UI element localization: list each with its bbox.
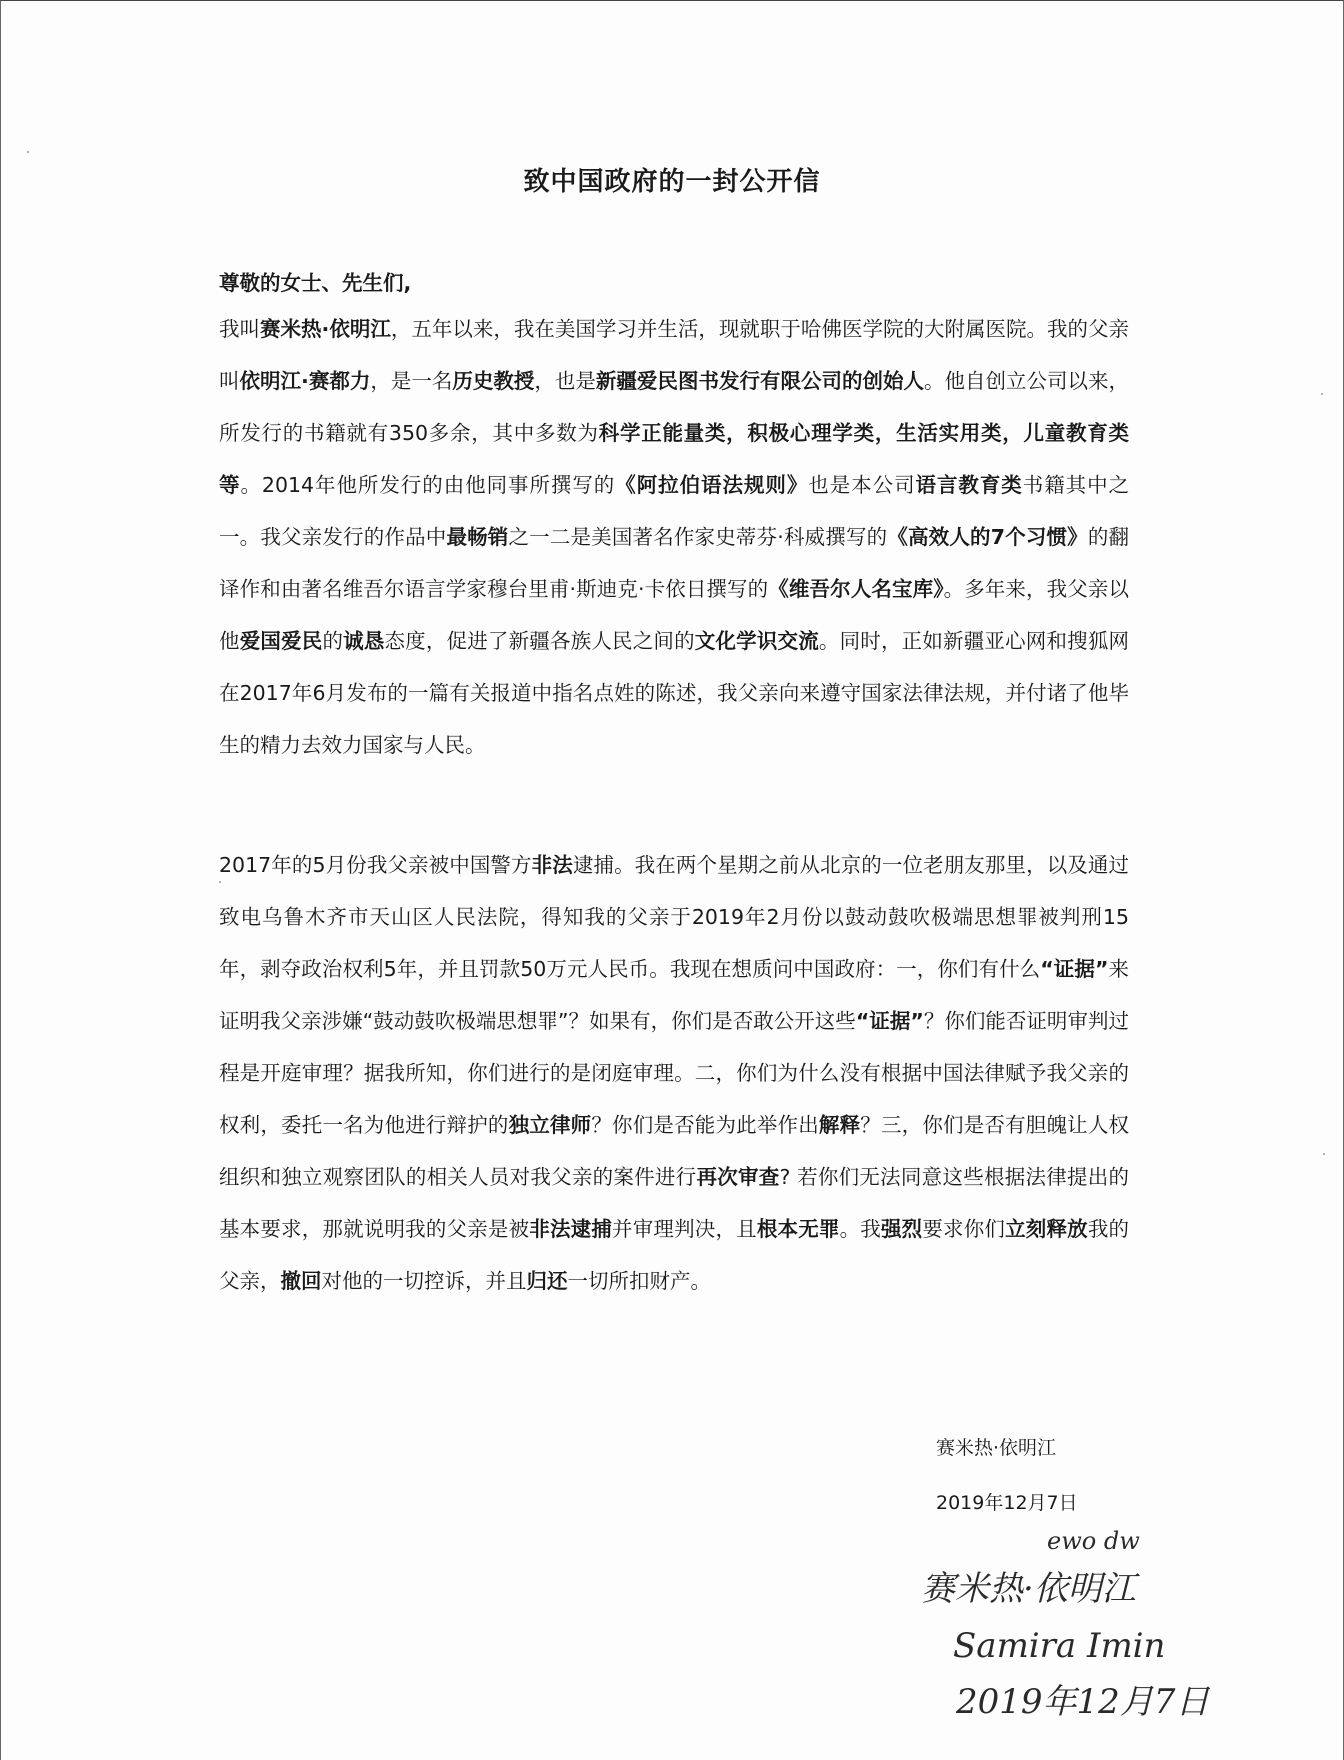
body-text-run: 一切所扣财产。	[567, 1269, 711, 1293]
body-text-run: ? 若你们无法同意这些根据法律提出的基本要求，那就说明我的父亲是被	[219, 1165, 1130, 1241]
emphasis-text: 立刻释放	[1005, 1217, 1088, 1241]
scan-speck	[1323, 1153, 1325, 1155]
scan-speck	[1321, 393, 1323, 395]
emphasis-text: 强烈	[880, 1217, 923, 1241]
body-text-run: 的翻译作和由著名维吾尔语言学家穆台里甫·斯迪克·卡依日撰写的	[219, 525, 1130, 601]
letter-title: 致中国政府的一封公开信	[523, 167, 821, 197]
body-text-run: 。多年来，我父亲以他	[219, 577, 1130, 653]
body-text-run: ，也是	[534, 369, 596, 393]
emphasis-text: “证据”	[1040, 957, 1109, 981]
scan-speck	[27, 151, 29, 153]
emphasis-text: 非法逮捕	[529, 1217, 613, 1241]
emphasis-text: 独立律师	[508, 1113, 592, 1137]
emphasis-text: 解释	[818, 1113, 861, 1137]
signoff-name: 赛米热·依明江	[936, 1437, 1057, 1459]
body-text-run: 。我	[839, 1217, 881, 1241]
handwritten-scribble: ewo dw	[1047, 1527, 1140, 1555]
emphasis-text: 爱国爱民	[239, 629, 323, 653]
emphasis-text: 诚恳	[343, 629, 385, 653]
body-text-run: 我的父亲，	[219, 1217, 1130, 1293]
emphasis-text: 赛米热·依明江	[260, 317, 391, 341]
emphasis-text: 再次审查	[696, 1165, 780, 1189]
body-text-run: 书籍其中之一。我父亲发行的作品中	[219, 473, 1130, 549]
body-text-run: 来证明我父亲涉嫌“鼓动鼓吹极端思想罪”？如果有，你们是否敢公开这些	[219, 957, 1129, 1033]
body-text-run: ？你们能否证明审判过程是开庭审理？据我所知，你们进行的是闭庭审理。二，你们为什么没有根据中国法律赋予我父亲的权利，委托一名为他进行辩护的	[219, 1009, 1129, 1137]
emphasis-text: 科学正能量类，积极心理学类，生活实用类，儿童教育类等	[219, 421, 1129, 497]
emphasis-text: 根本无罪	[756, 1217, 840, 1241]
body-text-run: 。同时，正如新疆亚心网和搜狐网在2017年6月发布的一篇有关报道中指名点姓的陈述，我父亲向来遵守国家法律法规，并付诸了他毕生的精力去效力国家与人民。	[219, 629, 1130, 757]
body-text-run: ，是一名	[370, 369, 453, 393]
emphasis-text: 《维吾尔人名宝库》	[768, 577, 944, 601]
body-text-run: 。2014年他所发行的由他同事所撰写的	[240, 473, 616, 497]
paragraph-1	[219, 303, 1129, 771]
emphasis-text: 非法	[531, 853, 573, 877]
emphasis-text: 依明江·赛都力	[239, 369, 371, 393]
handwritten-date: 2019年12月7日	[956, 1682, 1210, 1722]
body-text-run: 我叫	[219, 317, 261, 341]
handwritten-signature-cn: 赛米热·依明江	[921, 1569, 1136, 1609]
scan-speck	[219, 881, 221, 883]
body-text-run: 2017年的5月份我父亲被中国警方	[219, 853, 532, 877]
body-text-run: 要求你们	[922, 1217, 1006, 1241]
emphasis-text: 归还	[526, 1269, 568, 1293]
salutation: 尊敬的女士、先生们,	[219, 271, 412, 295]
body-text-run: 之一二是美国著名作家史蒂芬·科威撰写的	[508, 525, 888, 549]
body-text-run: ？三，你们是否有胆魄让人权组织和独立观察团队的相关人员对我父亲的案件进行	[219, 1113, 1130, 1189]
emphasis-text: 《阿拉伯语法规则》	[615, 473, 809, 497]
emphasis-text: 语言教育类	[915, 473, 1023, 497]
body-text-run: 也是本公司	[808, 473, 916, 497]
emphasis-text: 《高效人的7个习惯》	[887, 525, 1088, 549]
body-text-run: 态度，促进了新疆各族人民之间的	[384, 629, 695, 653]
signoff-date: 2019年12月7日	[936, 1492, 1078, 1514]
handwritten-signature-en: Samira Imin	[953, 1626, 1166, 1666]
body-text-run: 。他自创立公司以来，所发行的书籍就有350多余，其中多数为	[219, 369, 1130, 445]
emphasis-text: 新疆爱民图书发行有限公司的创始人	[595, 369, 924, 393]
paragraph-2	[219, 839, 1129, 1307]
body-text-run: ？你们是否能为此举作出	[591, 1113, 819, 1137]
emphasis-text: “证据”	[855, 1009, 924, 1033]
body-text-run: 逮捕。我在两个星期之前从北京的一位老朋友那里，以及通过致电乌鲁木齐市天山区人民法院，得知我的父亲于2019年2月份以鼓动鼓吹极端思想罪被判刑15年，剥夺政治权利5年，并且罚款50万元人民币。我现在想质问中国政府：一，你们有什么	[219, 853, 1130, 981]
body-text-run: ，五年以来，我在美国学习并生活，现就职于哈佛医学院的大附属医院。我的父亲叫	[219, 317, 1130, 393]
emphasis-text: 历史教授	[452, 369, 535, 393]
emphasis-text: 文化学识交流	[694, 629, 819, 653]
emphasis-text: 最畅销	[446, 525, 509, 549]
body-text-run: 的	[322, 629, 344, 653]
body-text-run: 对他的一切控诉，并且	[321, 1269, 527, 1293]
body-text-run: 并审理判决，且	[612, 1217, 757, 1241]
emphasis-text: 撤回	[280, 1269, 322, 1293]
